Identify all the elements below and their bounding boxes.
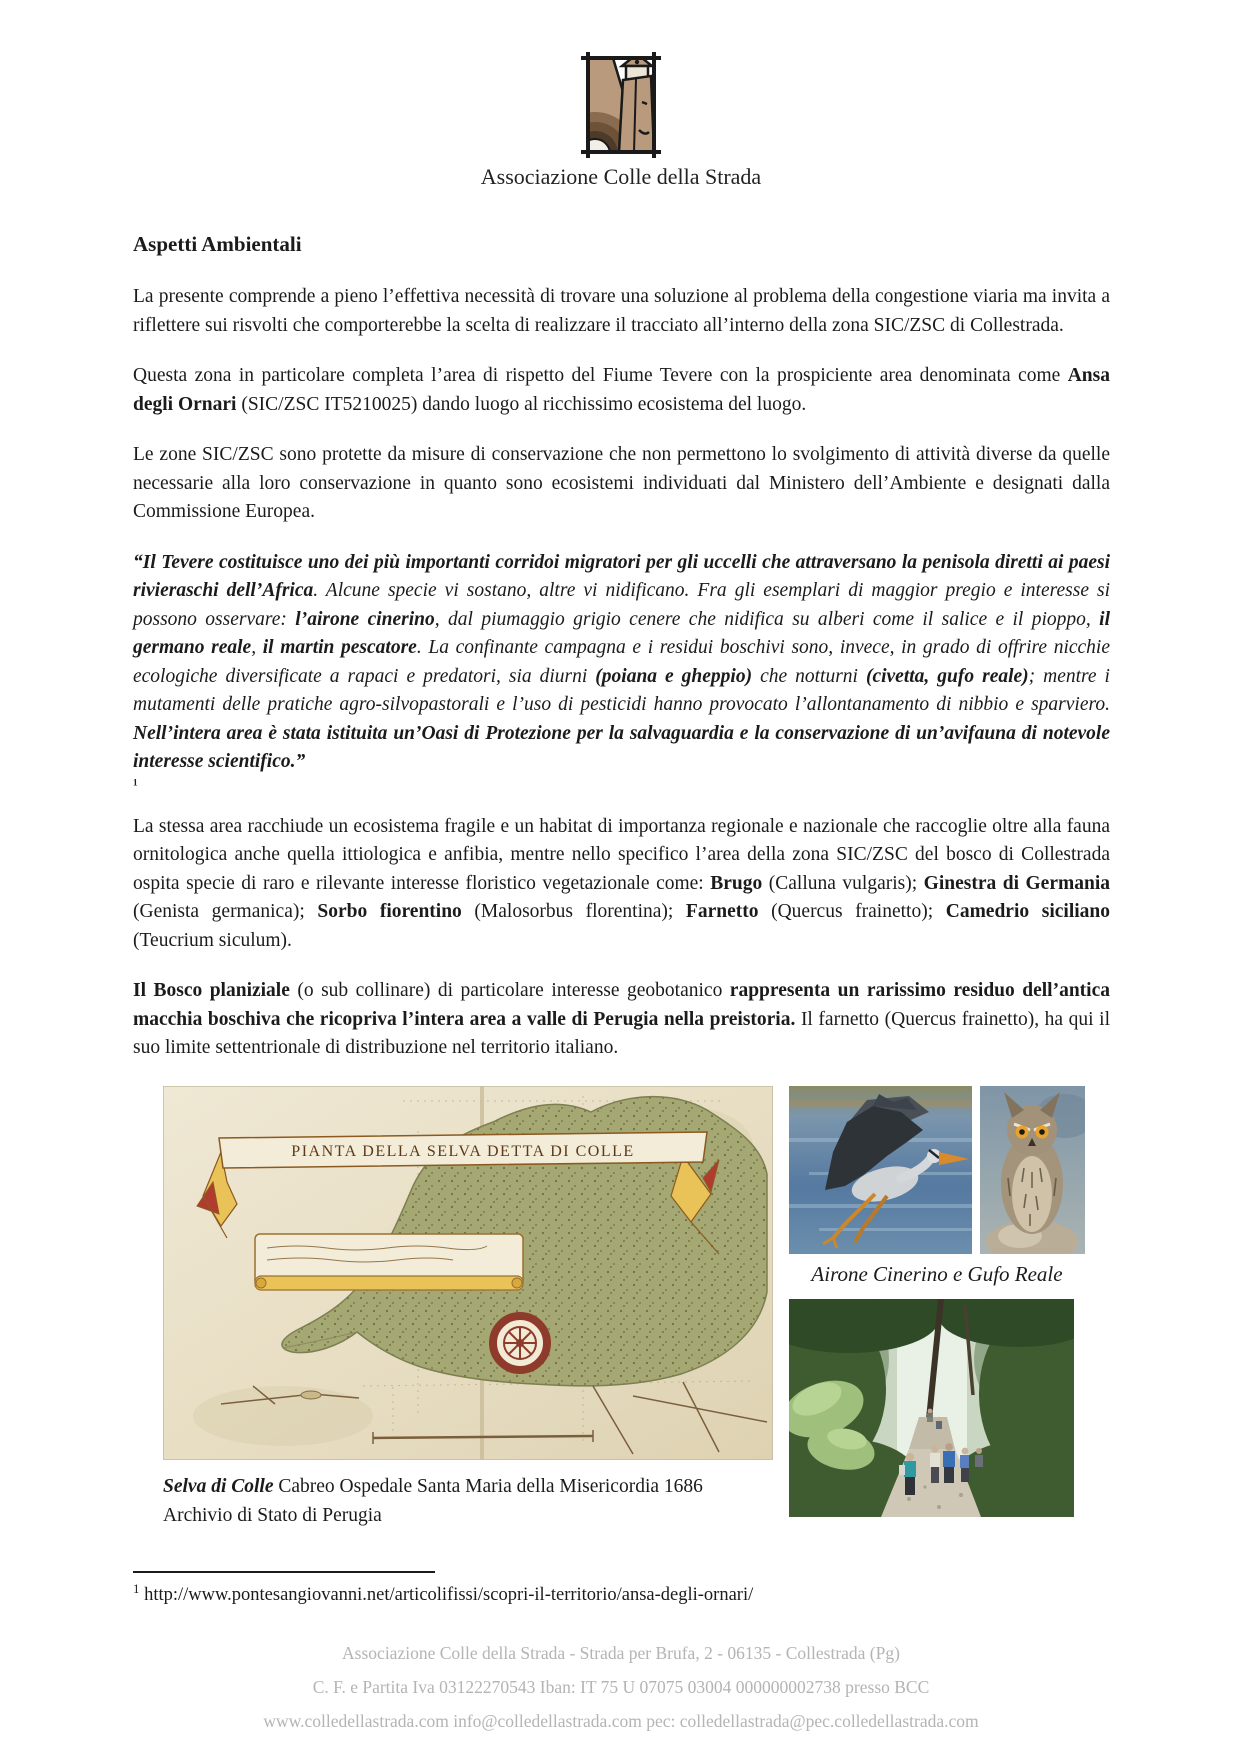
- eagle-owl-photo: [980, 1086, 1085, 1254]
- paragraph-ecosistema-fragile: La stessa area racchiude un ecosistema fragile e un habitat di importanza regionale e nazionale che raccoglie oltre alla fauna ornitologica anche quella ittiologica e anfibia, mentre nello specifico l’area della zona SIC/ZSC del bosco di Collestrada ospita specie di raro e rilevante interesse floristico vegetazionale come: Brugo (Calluna vulgaris); Ginestra di Germania (Genista germanica); Sorbo fiorentino (Malosorbus florentina); Farnetto (Quercus frainetto); Camedrio siciliano (Teucrium siculum).: [133, 815, 1110, 951]
- historic-map-illustration: [163, 1086, 773, 1460]
- footer-contacts: www.colledellastrada.com info@colledellastrada.com pec: colledellastrada@pec.colledellastrada.com: [263, 1711, 979, 1731]
- map-scroll-cartouche: [255, 1234, 523, 1290]
- tower-arch-logo-icon: [579, 50, 663, 160]
- paragraph-ansa-ornari: Questa zona in particolare completa l’area di rispetto del Fiume Tevere con la prospiciente area denominata come Ansa degli Ornari (SIC/ZSC IT5210025) dando luogo al ricchissimo ecosistema del luogo.: [133, 365, 1110, 415]
- paragraph-zone-sic-zsc: Le zone SIC/ZSC sono protette da misure di conservazione che non permettono lo svolgimento di attività diverse da quelle necessarie alla loro conservazione in quanto sono ecosistemi individuati dal Ministero dell’Ambiente e designati dalla Commissione Europea.: [133, 444, 1110, 522]
- map-caption-line2: Archivio di Stato di Perugia: [163, 1505, 382, 1526]
- footnote-marker: 1: [133, 777, 138, 788]
- map-caption-line1: Selva di Colle Cabreo Ospedale Santa Maria della Misericordia 1686: [163, 1476, 703, 1497]
- map-banner-title: PIANTA DELLA SELVA DETTA DI COLLE: [291, 1143, 635, 1160]
- organization-name: Associazione Colle della Strada: [480, 164, 762, 189]
- footnote: [133, 1580, 1110, 1606]
- paragraph-congestione: La presente comprende a pieno l’effettiva necessità di trovare una soluzione al problema della congestione viaria ma invita a riflettere sui risvolti che comporterebbe la scelta di realizzare il tracciato all’interno della zona SIC/ZSC di Collestrada.: [133, 286, 1110, 336]
- footnote-number: 1: [133, 1580, 140, 1596]
- header-logo: [0, 50, 1242, 165]
- document-body: [133, 232, 1110, 1085]
- birds-caption: Airone Cinerino e Gufo Reale: [811, 1262, 1063, 1286]
- map-caption: [163, 1472, 783, 1530]
- footnote-separator: [133, 1571, 435, 1573]
- forest-path-photo: [789, 1299, 1074, 1517]
- grey-heron-photo: [789, 1086, 972, 1254]
- paragraph-bosco-planiziale: Il Bosco planiziale (o sub collinare) di particolare interesse geobotanico rappresenta un rarissimo residuo dell’antica macchia boschiva che ricopriva l’intera area a valle di Perugia nella preistoria. Il farnetto (Quercus frainetto), ha qui il suo limite settentrionale di distribuzione nel territorio italiano.: [133, 980, 1111, 1058]
- compass-rose-icon: [493, 1316, 547, 1370]
- footer-address: Associazione Colle della Strada - Strada per Brufa, 2 - 06135 - Collestrada (Pg): [342, 1643, 900, 1663]
- page-footer: [0, 1636, 1242, 1738]
- footer-fiscal: C. F. e Partita Iva 03122270543 Iban: IT 75 U 07075 03004 000000002738 presso BCC: [312, 1677, 930, 1697]
- footnote-url[interactable]: http://www.pontesangiovanni.net/articolifissi/scopri-il-territorio/ansa-degli-ornari/: [144, 1585, 754, 1605]
- quote-tevere: “Il Tevere costituisce uno dei più importanti corridoi migratori per gli uccelli che attraversano la penisola diretti ai paesi rivieraschi dell’Africa. Alcune specie vi sostano, altre vi nidificano. Fra gli esemplari di maggior pregio e interesse si possono osservare: l’airone cinerino, dal piumaggio grigio cenere che nidifica su alberi come il salice e il pioppo, il germano reale, il martin pescatore. La confinante campagna e i residui boschivi sono, invece, in grado di offrire nicchie ecologiche diversificate a rapaci e predatori, sia diurni (poiana e gheppio) che notturni (civetta, gufo reale); mentre i mutamenti delle pratiche agro-silvopastorali e l’uso di pesticidi hanno provocato l’allontanamento di nibbio e sparviero. Nell’intera area è stata istituita un’Oasi di Protezione per la salvaguardia e la conservazione di un’avifauna di notevole interesse scientifico.”: [133, 551, 1110, 772]
- quote-footnote-ref: [133, 779, 1110, 795]
- page-title: Aspetti Ambientali: [133, 232, 302, 256]
